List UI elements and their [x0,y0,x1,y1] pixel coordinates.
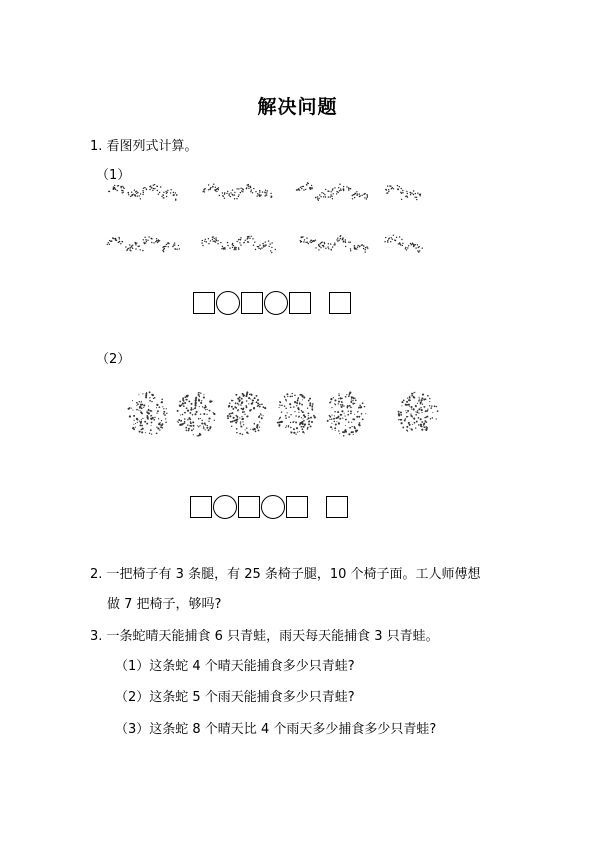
answer-box[interactable] [289,292,311,314]
bird-icon [236,184,256,194]
operator-circle[interactable] [264,291,288,315]
bird-icon [108,185,125,194]
unit-box[interactable] [326,496,348,518]
answer-box[interactable] [241,292,263,314]
bird-icon [405,243,423,253]
bird-icon [221,242,239,251]
bird-icon [125,242,143,252]
bird-icon [142,184,161,195]
plant-icon [177,392,216,437]
bird-icon [315,189,333,201]
bird-icon [300,236,316,244]
question-1-stem: 1. 看图列式计算。 [90,139,198,154]
bird-icon [315,241,333,250]
bird-icon [255,240,276,253]
bird-icon [128,189,144,199]
page-title: 解决问题 [257,96,338,118]
answer-box[interactable] [286,496,308,518]
plant-icon [398,392,439,432]
plant-icon [128,391,168,434]
bird-icon [401,190,421,200]
dotted-birds-illustration [110,180,440,265]
bird-icon [332,184,352,195]
plant-icon [227,391,266,435]
question-3-sub-2: （2）这条蛇 5 个雨天能捕食多少只青蛙? [115,690,355,705]
question-1-part-1-label: （1） [96,168,131,183]
dotted-plants-illustration [128,388,440,440]
question-1-part-2-label: （2） [96,352,131,367]
bird-icon [257,190,273,199]
bird-icon [219,189,240,199]
bird-icon [350,244,369,252]
plant-icon [277,393,316,435]
equation-boxes-2 [190,495,348,519]
answer-box[interactable] [238,496,260,518]
bird-icon [352,191,368,200]
unit-box[interactable] [329,292,351,314]
operator-circle[interactable] [261,495,285,519]
bird-icon [384,235,403,247]
bird-icon [296,182,313,191]
question-2-line-2: 做 7 把椅子，够吗? [107,597,222,612]
bird-icon [143,236,161,244]
bird-icon [237,236,256,246]
question-3-sub-1: （1）这条蛇 4 个晴天能捕食多少只青蛙? [115,659,355,674]
answer-box[interactable] [190,496,212,518]
operator-circle[interactable] [213,495,237,519]
answer-box[interactable] [193,292,215,314]
bird-icon [161,189,177,201]
bird-icon [333,235,351,247]
plant-icon [327,392,367,437]
bird-icon [162,242,180,252]
question-3-sub-3: （3）这条蛇 8 个晴天比 4 个雨天多少捕食多少只青蛙? [115,722,437,737]
operator-circle[interactable] [216,291,240,315]
question-3-stem: 3. 一条蛇晴天能捕食 6 只青蛙，雨天每天能捕食 3 只青蛙。 [90,629,439,644]
bird-icon [203,184,220,193]
bird-icon [107,237,124,245]
question-2-line-1: 2. 一把椅子有 3 条腿，有 25 条椅子腿，10 个椅子面。工人师傅想 [90,567,481,582]
bird-icon [201,236,221,246]
equation-boxes-1 [193,291,351,315]
bird-icon [385,185,403,194]
